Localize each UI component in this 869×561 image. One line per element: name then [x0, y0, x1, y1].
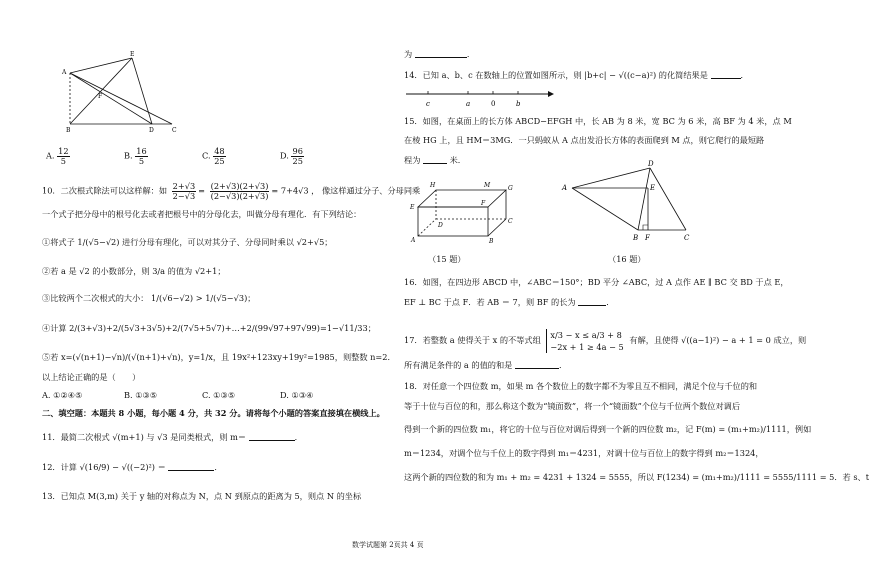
q9-option-d[interactable]: D. $\frac{96}{25}$: [280, 146, 303, 166]
axis-label-c: c: [426, 100, 430, 108]
q10-option-d[interactable]: D. ①③④: [280, 390, 314, 400]
tri-label-e: E: [650, 184, 656, 192]
fig-label-c: C: [172, 127, 177, 134]
fig-label-f: F: [98, 93, 103, 100]
box-figure: [408, 176, 518, 246]
box-label-g: G: [508, 185, 513, 192]
q10-item-4: ④计算 2/(3+√3)+2/(5√3+3√5)+2/(7√5+5√7)+…+2/(99√97+97√99)=1−√11/33；: [42, 323, 376, 333]
mark-5: ⑤: [42, 352, 51, 362]
fig15-caption: （15 题）: [428, 254, 466, 264]
q13-answer-blank[interactable]: [415, 48, 467, 58]
mark-1: ①: [42, 237, 51, 247]
q10-item-1: ①将式子 1/(√5−√2) 进行分母有理化，可以对其分子、分母同时乘以 √2+√5；: [42, 237, 333, 247]
page-footer: 数学试题第 2页共 4 页: [352, 541, 424, 549]
q18-line3: 得到一个新的四位数 m₁，将它的十位与百位对调后得到一个新的四位数 m₂，记 F(m) = (m₁+m₂)/1111，例如: [404, 424, 812, 434]
tri-label-d: D: [648, 160, 654, 168]
box-label-h: H: [430, 182, 436, 189]
triangle-figure: [60, 48, 210, 138]
box-label-c: C: [508, 218, 513, 225]
fig-label-a: A: [62, 69, 67, 76]
q15-line1: 15．如图，在桌面上的长方体 ABCD−EFGH 中，长 AB 为 8 米，宽 BC 为 6 米，高 BF 为 4 米，点 M: [404, 116, 792, 126]
q10-option-b[interactable]: B. ①③⑤: [124, 390, 158, 400]
q13-tail: 为 ．: [404, 49, 476, 59]
tri-label-b: B: [633, 234, 639, 242]
q10-item-3: ③比较两个二次根式的大小： 1/(√6−√2) > 1/(√5−√3)；: [42, 293, 256, 303]
q16-answer-blank[interactable]: [578, 296, 606, 306]
q18-line1: 18．对任意一个四位数 m，如果 m 各个数位上的数字都不为零且互不相同，满足个位与千位的和: [404, 381, 758, 391]
q15-answer-blank[interactable]: [423, 154, 447, 164]
q10-line2: 一个式子把分母中的根号化去或者把根号中的分母化去，叫做分母有理化．有下列结论：: [42, 209, 362, 219]
q15-line3: 程为 米．: [404, 155, 466, 165]
q17-line1: 17．若整数 a 使得关于 x 的不等式组 x/3 − x ≤ a/3 + 8 −2x + 1 ≥ 4a − 5 有解，且使得 √((a−1)²) − a + 1 = 0 成立，则: [404, 330, 807, 352]
q11: 11．最简二次根式 √(m+1) 与 √3 是同类根式，则 m＝ ．: [42, 432, 303, 442]
axis-label-a: a: [466, 100, 471, 108]
q16-line2: EF ⊥ BC 于点 F．若 AB ＝ 7，则 BF 的长为 ．: [404, 297, 615, 307]
axis-label-b: b: [516, 100, 521, 108]
q10-intro: 10．二次根式除法可以这样解：如 $\frac{2+√3}{2-√3}$ = $\frac{(2+√3)(2+√3)}{(2-√3)(2+√3)}$ = 7+4√3 ， 像这样通过分子、分母同乘: [42, 181, 421, 201]
box-label-a: A: [411, 237, 416, 244]
q11-answer-blank[interactable]: [249, 431, 295, 441]
tri-label-f: F: [645, 234, 650, 242]
fig-label-d: D: [149, 127, 154, 134]
q17-line2: 所有满足条件的 a 的值的和是 ．: [404, 360, 568, 370]
box-label-f: F: [481, 200, 486, 207]
q10-option-a[interactable]: A. ①②④⑤: [42, 390, 83, 400]
fig16-caption: （16 题）: [608, 254, 646, 264]
q9-option-a[interactable]: A. $\frac{12}{5}$: [46, 146, 69, 166]
q15-line2: 在棱 HG 上，且 HM＝3MG．一只蚂蚁从 A 点出发沿长方体的表面爬到 M 点，则它爬行的最短路: [404, 135, 765, 145]
q10-example-frac: $\frac{2+√3}{2-√3}$: [172, 181, 196, 201]
q16-line1: 16．如图，在四边形 ABCD 中，∠ABC＝150°；BD 平分 ∠ABC，过 A 点作 AE ∥ BC 交 BD 于点 E，: [404, 277, 789, 287]
q13: 13．已知点 M(3,m) 关于 y 轴的对称点为 N，点 N 到原点的距离为 5，则点 N 的坐标: [42, 491, 362, 501]
q12-answer-blank[interactable]: [168, 461, 214, 471]
q18-line5: 这两个新的四位数的和为 m₁ + m₂ = 4231 + 1324 = 5555，所以 F(1234) = (m₁+m₂)/1111 = 5555/1111 = 5．若 s、t: [404, 472, 869, 482]
fig-label-e: E: [130, 51, 135, 58]
q10-ask: 以上结论正确的是（ ）: [42, 372, 141, 382]
q18-line2: 等于十位与百位的和，那么称这个数为“镜面数”，将一个“镜面数”个位与千位两个数位对调后: [404, 401, 741, 411]
q18-line4: m＝1234，对调个位与千位上的数字得到 m₁＝4231，对调十位与百位上的数字得到 m₂＝1324，: [404, 448, 764, 458]
axis-label-0: 0: [491, 100, 496, 108]
q9-option-c[interactable]: C. $\frac{48}{25}$: [202, 146, 225, 166]
quadrilateral-figure: [560, 158, 700, 244]
right-column: [400, 0, 869, 561]
section-2-heading: 二、填空题：本题共 8 小题，每小题 4 分，共 32 分。请将每个小题的答案直接填在横线上。: [42, 408, 385, 418]
q10-item-2: ②若 a 是 √2 的小数部分，则 3/a 的值为 √2+1；: [42, 266, 226, 276]
q12: 12．计算 √(16/9) − √((−2)²) ＝ ．: [42, 462, 223, 472]
q14: 14．已知 a、b、c 在数轴上的位置如图所示，则 |b+c| − √((c−a)²) 的化简结果是 ．: [404, 70, 749, 80]
mark-2: ②: [42, 266, 51, 276]
tri-label-c: C: [684, 234, 690, 242]
q17-answer-blank[interactable]: [515, 359, 559, 369]
q9-option-b[interactable]: B. $\frac{16}{5}$: [124, 146, 147, 166]
q10-option-c[interactable]: C. ①③⑤: [202, 390, 236, 400]
q17-inequality-system: x/3 − x ≤ a/3 + 8 −2x + 1 ≥ 4a − 5: [546, 329, 623, 353]
tri-label-a: A: [562, 184, 568, 192]
fig-label-b: B: [66, 127, 71, 134]
box-label-b: B: [489, 238, 494, 245]
q14-answer-blank[interactable]: [711, 69, 741, 79]
box-label-m: M: [484, 182, 491, 189]
q10-item-5: ⑤若 x=(√(n+1)−√n)/(√(n+1)+√n)，y=1/x，且 19x²+123xy+19y²=1985，则整数 n=2．: [42, 352, 396, 362]
box-label-e: E: [410, 204, 415, 211]
box-label-d: D: [438, 222, 443, 229]
number-line: [406, 86, 556, 108]
mark-4: ④: [42, 323, 51, 333]
mark-3: ③: [42, 293, 51, 303]
